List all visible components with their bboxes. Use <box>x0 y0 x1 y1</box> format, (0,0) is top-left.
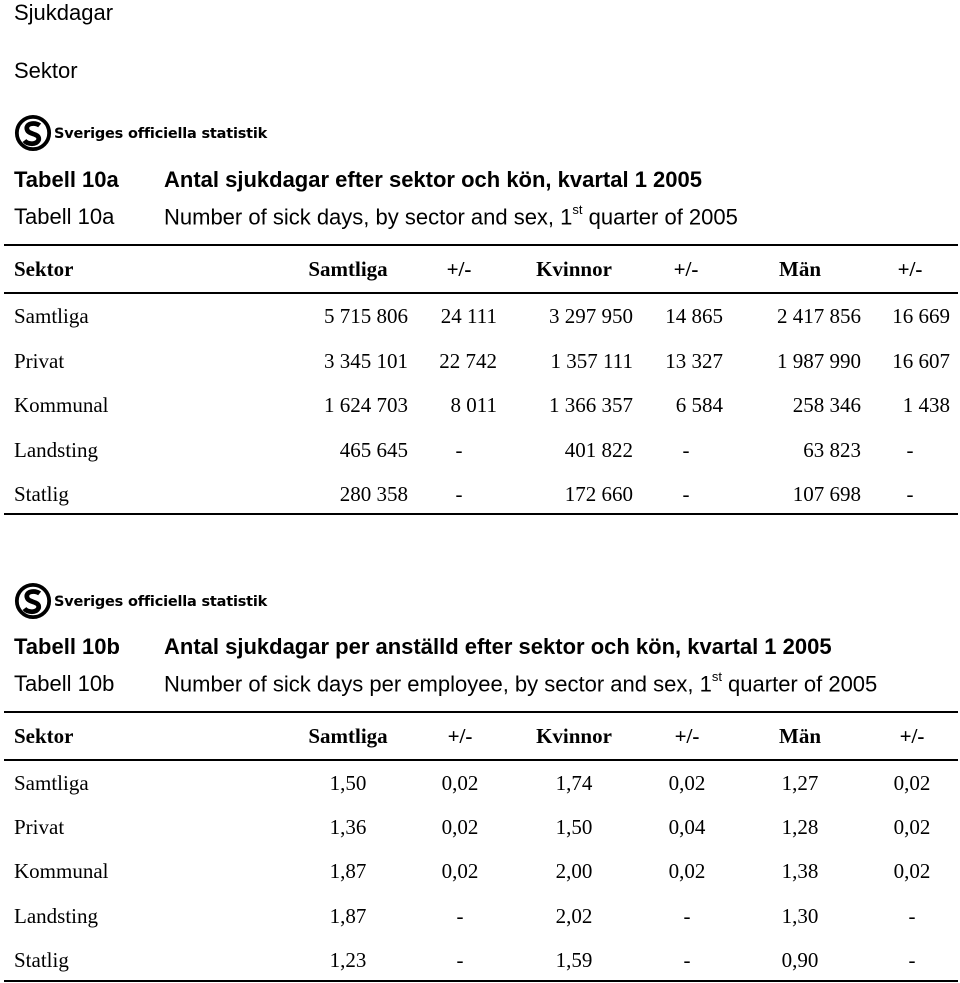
table-cell: - <box>683 903 691 928</box>
table-cell: - <box>682 482 690 506</box>
table-b-title-en <box>14 671 877 697</box>
table-cell: 0,02 <box>893 771 931 795</box>
table-cell: Statlig <box>14 482 69 506</box>
scb-logo-2 <box>14 582 267 620</box>
table-cell: Privat <box>14 815 65 840</box>
table-cell: - <box>906 437 914 462</box>
table-cell: - <box>906 482 914 506</box>
logo-text: Sveriges officiella statistik <box>54 126 268 142</box>
table-cell: - <box>456 947 464 972</box>
table-cell: - <box>908 903 916 928</box>
table-cell: 2,02 <box>555 903 593 928</box>
table-cell: 1 366 357 <box>549 393 633 417</box>
table-cell: 0,02 <box>668 859 706 884</box>
table-b-title-en-text: Number of sick days per employee, by sector and sex, 1 <box>164 671 712 697</box>
column-header: Sektor <box>14 257 74 281</box>
scb-logo <box>14 114 267 152</box>
table-cell: 1,36 <box>329 815 367 840</box>
table-b-label-sv: Tabell 10b <box>14 634 120 659</box>
table-cell: 0,90 <box>781 947 819 972</box>
table-cell: 401 822 <box>564 437 633 462</box>
table-cell: 3 345 101 <box>324 348 408 373</box>
column-header: Män <box>779 257 821 281</box>
table-a-title-en <box>14 204 738 230</box>
table-cell: 0,02 <box>441 771 479 795</box>
table-cell: 280 358 <box>339 482 408 506</box>
table-cell: 22 742 <box>439 348 497 373</box>
header-rule <box>4 759 958 761</box>
table-cell: 258 346 <box>792 393 861 417</box>
table-cell: Kommunal <box>14 393 109 417</box>
table-cell: 14 865 <box>665 304 723 328</box>
table-cell: 1 438 <box>902 393 950 417</box>
table-cell: Landsting <box>14 437 98 462</box>
table-cell: - <box>682 437 690 462</box>
table-cell: 8 011 <box>450 393 497 417</box>
scb-logo-icon <box>14 582 52 620</box>
column-header: Män <box>779 724 821 748</box>
column-header: Samtliga <box>308 724 388 748</box>
column-header: Kvinnor <box>536 257 612 281</box>
table-b-title-en-sup: st <box>711 669 722 684</box>
column-header: +/- <box>674 724 700 748</box>
table-cell: 0,04 <box>668 815 706 840</box>
table-cell: 6 584 <box>675 393 723 417</box>
table-cell: 0,02 <box>441 859 479 884</box>
header-rule <box>4 292 958 294</box>
table-cell: 1 357 111 <box>550 348 633 373</box>
column-header: Kvinnor <box>536 724 612 748</box>
column-header: Samtliga <box>308 257 388 281</box>
column-header: +/- <box>897 257 923 281</box>
table-cell: 1 624 703 <box>324 393 408 417</box>
column-header: +/- <box>447 724 473 748</box>
table-cell: 1,28 <box>781 815 819 840</box>
table-a-title-en-text: Number of sick days, by sector and sex, 1 <box>164 204 573 230</box>
table-cell: - <box>908 947 916 972</box>
table-cell: Samtliga <box>14 771 89 795</box>
table-cell: 1,74 <box>555 771 593 795</box>
table-a-title-sv-text: Antal sjukdagar efter sektor och kön, kvartal 1 2005 <box>164 167 703 192</box>
table-b-title-sv <box>14 634 832 660</box>
table-cell: - <box>456 903 464 928</box>
table-cell: Privat <box>14 348 65 373</box>
table-cell: 1,30 <box>781 903 819 928</box>
table-cell: 1,38 <box>781 859 819 884</box>
table-cell: Landsting <box>14 903 98 928</box>
table-cell: 0,02 <box>893 815 931 840</box>
page-title: Sjukdagar <box>14 0 114 25</box>
column-header: +/- <box>899 724 925 748</box>
table-b-top-rule <box>4 711 958 713</box>
table-a-title-sv <box>14 167 702 193</box>
table-cell: Samtliga <box>14 304 89 328</box>
table-cell: Statlig <box>14 947 69 972</box>
table-cell: - <box>455 482 463 506</box>
column-header: +/- <box>673 257 699 281</box>
table-cell: 0,02 <box>893 859 931 884</box>
table-cell: 107 698 <box>792 482 861 506</box>
table-cell: 0,02 <box>668 771 706 795</box>
table-cell: 0,02 <box>441 815 479 840</box>
table-cell: 1,23 <box>329 947 367 972</box>
table-cell: 16 607 <box>892 348 950 373</box>
column-header: Sektor <box>14 724 74 748</box>
table-cell: 1,50 <box>555 815 593 840</box>
table-cell: 2 417 856 <box>777 304 861 328</box>
table-cell: 2,00 <box>555 859 593 884</box>
table-cell: 63 823 <box>803 437 861 462</box>
page-subtitle: Sektor <box>14 58 78 83</box>
table-b-title-sv-text: Antal sjukdagar per anställd efter sektor och kön, kvartal 1 2005 <box>164 634 832 659</box>
table-cell: 1,27 <box>781 771 819 795</box>
column-header: +/- <box>446 257 472 281</box>
table-cell: 5 715 806 <box>324 304 408 328</box>
table-a-title-en-post: quarter of 2005 <box>582 204 738 230</box>
bottom-rule <box>4 980 958 982</box>
scb-logo-icon <box>14 114 52 152</box>
table-cell: - <box>455 437 463 462</box>
bottom-rule <box>4 513 958 515</box>
table-cell: 1,87 <box>329 859 367 884</box>
table-cell: 1,87 <box>329 903 367 928</box>
table-a-label-sv: Tabell 10a <box>14 167 119 192</box>
table-cell: 24 111 <box>440 304 497 328</box>
table-cell: Kommunal <box>14 859 109 884</box>
table-a-title-en-sup: st <box>572 202 583 217</box>
logo-text: Sveriges officiella statistik <box>54 594 268 610</box>
table-a-top-rule <box>4 244 958 246</box>
table-b-title-en-post: quarter of 2005 <box>721 671 878 697</box>
table-cell: 3 297 950 <box>549 304 633 328</box>
table-b-label-en: Tabell 10b <box>14 671 115 697</box>
table-cell: 172 660 <box>564 482 633 506</box>
table-cell: 465 645 <box>339 437 408 462</box>
table-cell: 16 669 <box>892 304 950 328</box>
table-cell: - <box>683 947 691 972</box>
table-a-label-en: Tabell 10a <box>14 204 115 230</box>
table-cell: 13 327 <box>665 348 723 373</box>
table-cell: 1,50 <box>329 771 367 795</box>
table-cell: 1,59 <box>555 947 593 972</box>
table-cell: 1 987 990 <box>777 348 861 373</box>
